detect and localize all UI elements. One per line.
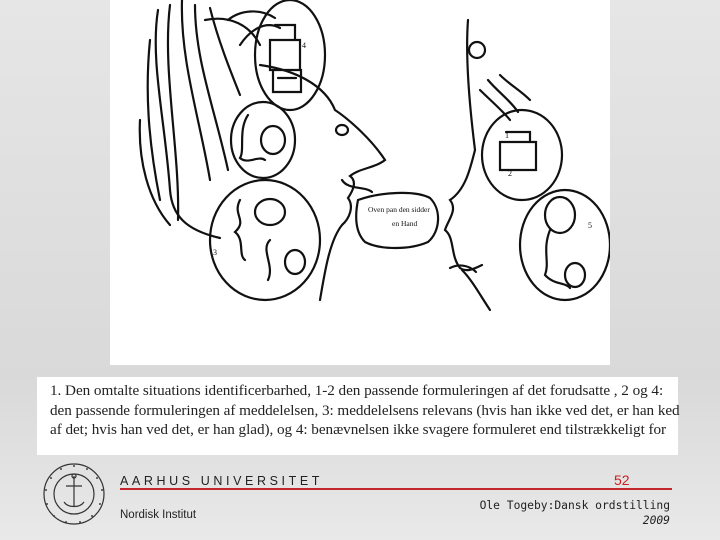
bubble-label-4: 4	[302, 41, 306, 50]
thought-bubble-3	[210, 180, 320, 300]
thought-bubble-illustration	[110, 0, 610, 365]
speech-bubble-text-1: Oven pan den sidder	[368, 205, 430, 214]
caption-line-2: den passende formuleringen af meddelelsen, 3: meddelelsens relevans (hvis han ikke ved det, er han ked	[50, 401, 680, 419]
illustration-svg	[110, 0, 610, 365]
thought-bubble-5	[520, 190, 610, 300]
bubble-label-5: 5	[588, 221, 592, 230]
caption-line-1: 1. Den omtalte situations identificerbarhed, 1-2 den passende formuleringen af det forudsatte , 2 og 4:	[50, 382, 664, 399]
bubble-label-2: 2	[508, 169, 512, 178]
bubble-label-3: 3	[213, 248, 217, 257]
university-seal-icon	[42, 462, 106, 526]
bubble-label-1: 1	[505, 131, 509, 140]
department-name: Nordisk Institut	[120, 509, 197, 521]
university-name: AARHUS UNIVERSITET	[120, 474, 324, 488]
footer-divider	[120, 488, 672, 490]
caption-line-3: af det; hvis han ved det, er han glad), og 4: benævnelsen ikke svagere formuleret end tilstrækkeligt for	[50, 421, 667, 438]
thought-bubble-1	[255, 0, 325, 110]
speech-bubble-text-2: en Hand	[392, 219, 418, 228]
author-title: Ole Togeby:Dansk ordstilling	[479, 499, 670, 512]
slide-number: 52	[614, 472, 630, 488]
caption-box	[37, 377, 678, 455]
thought-bubble-4	[482, 110, 562, 200]
year: 2009	[642, 514, 670, 527]
right-head	[445, 20, 530, 310]
